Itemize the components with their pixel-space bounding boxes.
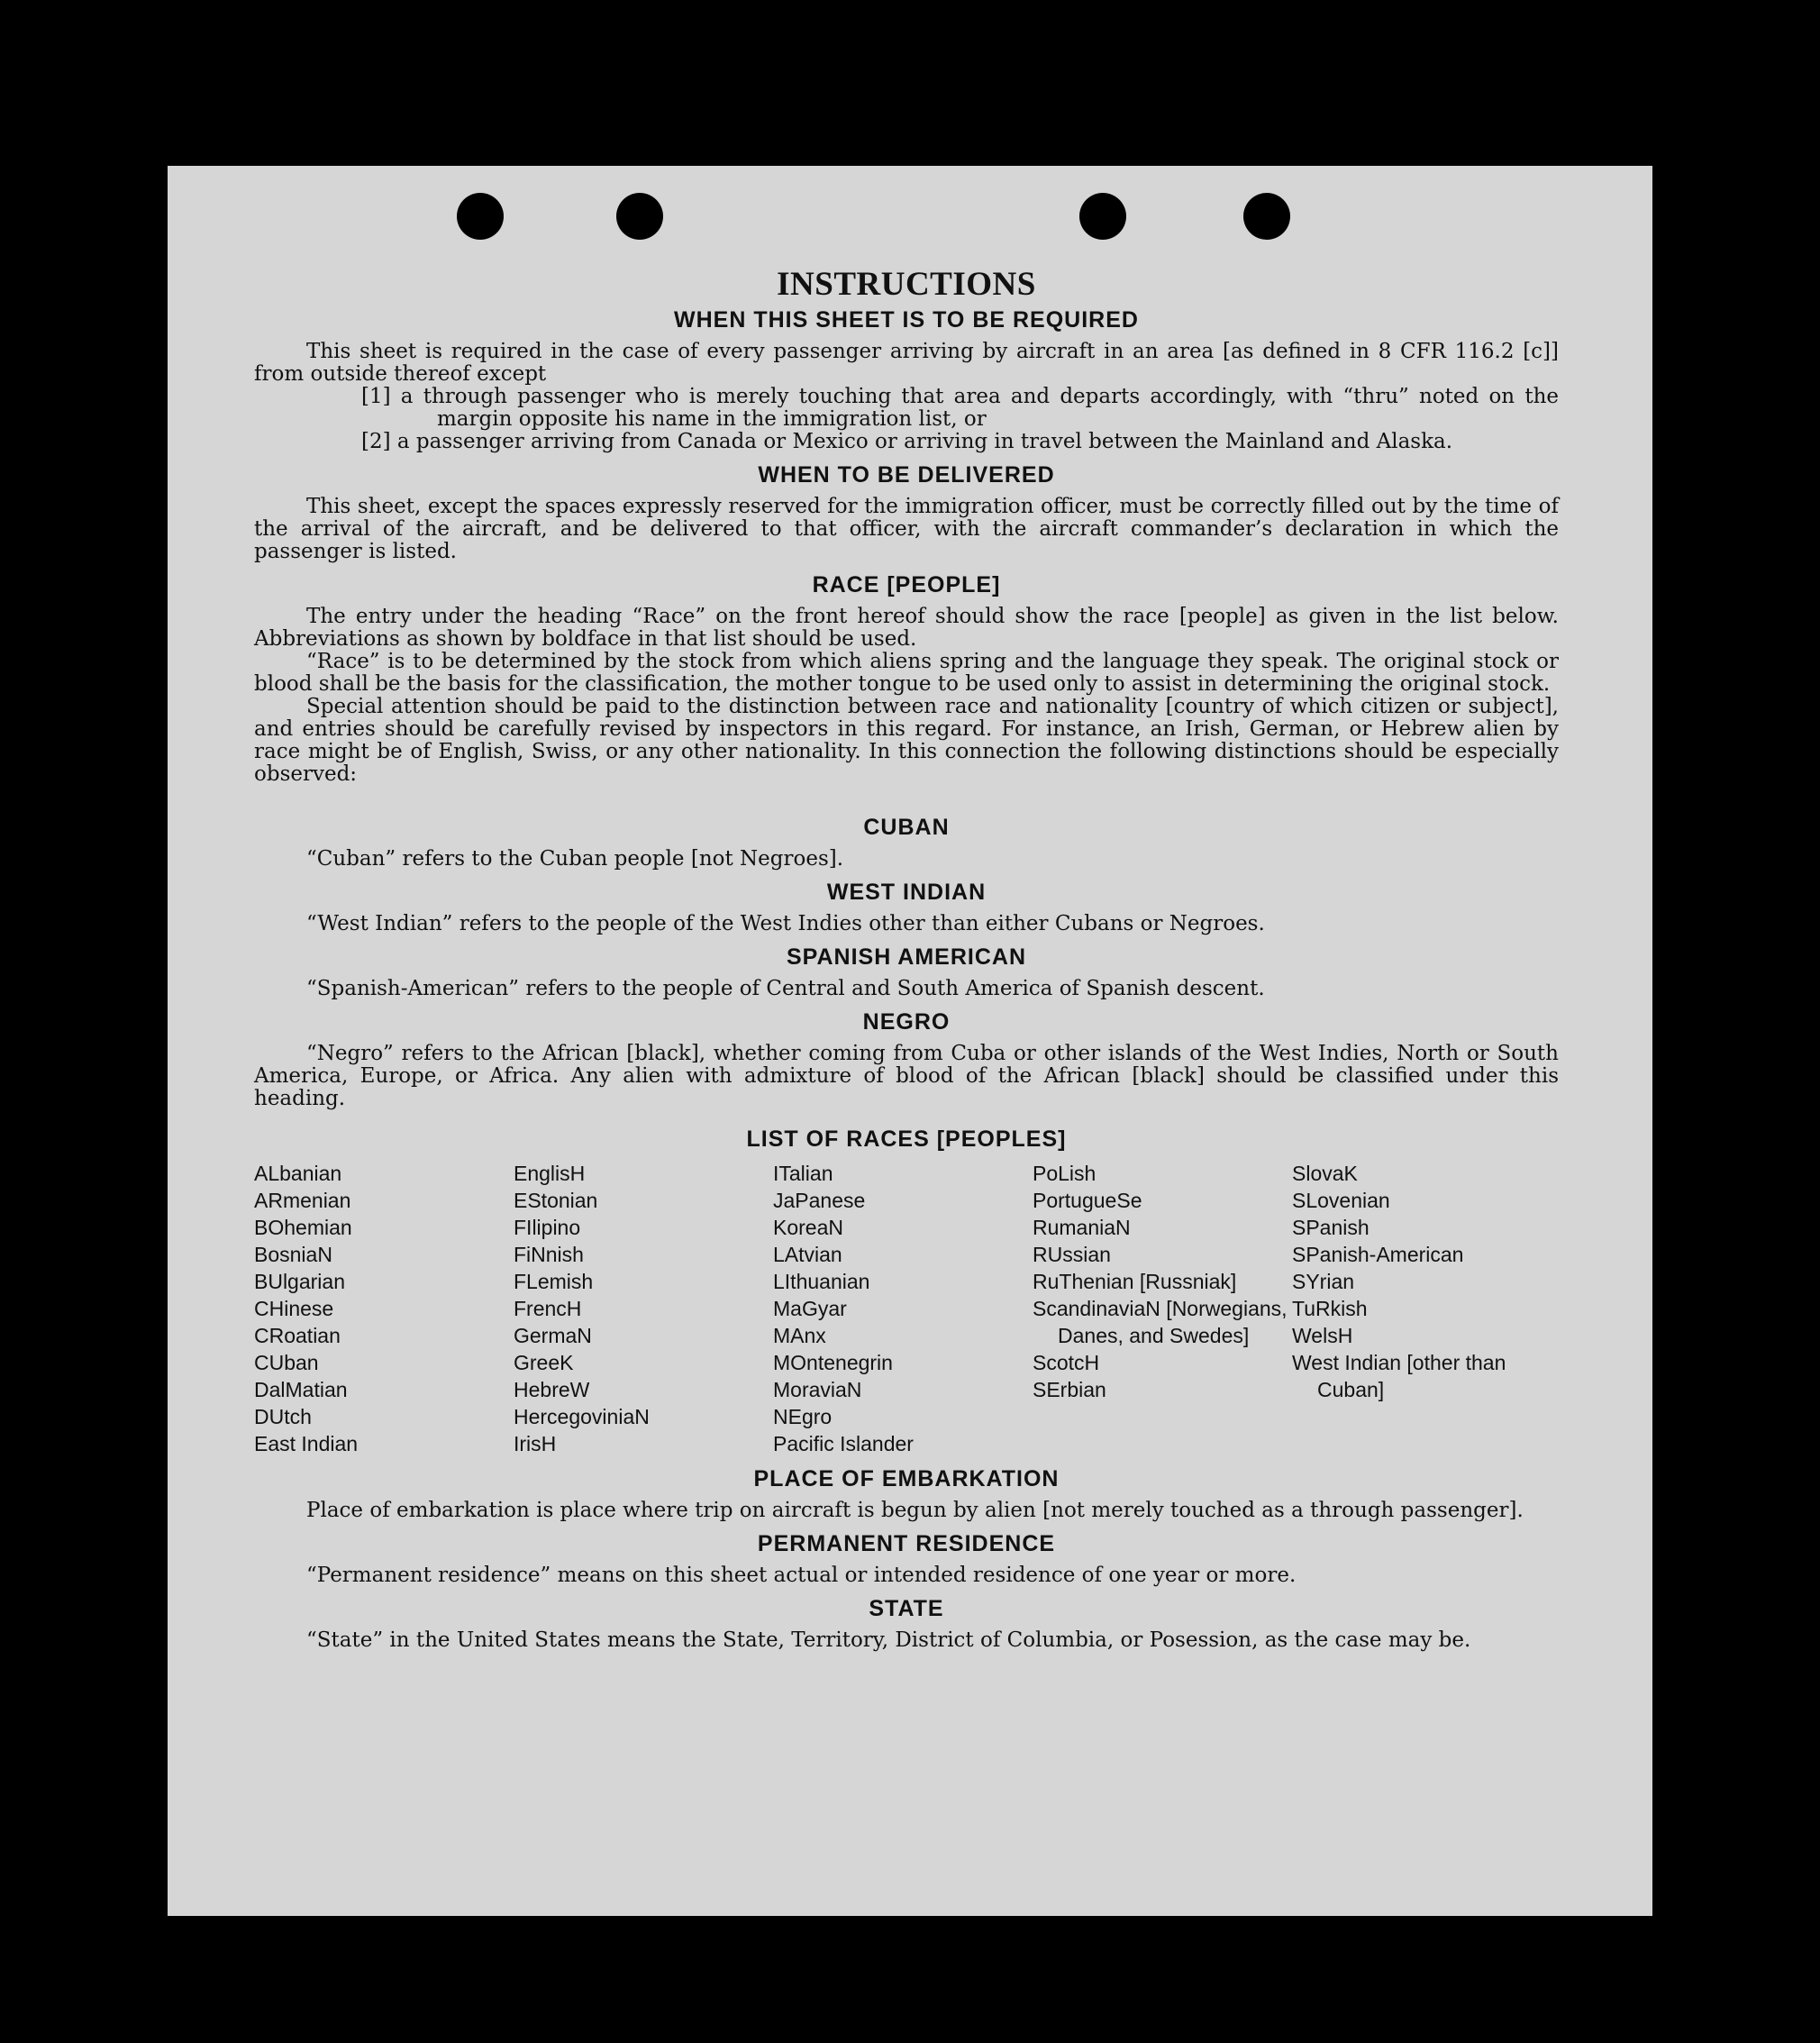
punch-hole [457, 193, 504, 240]
when-required-intro: This sheet is required in the case of every passenger arriving by aircraft in an area [as defined in 8 CFR 116.2 [c]] from outside thereof except [254, 340, 1559, 386]
race-entry: East Indian [254, 1432, 359, 1455]
heading-when-required: WHEN THIS SHEET IS TO BE REQUIRED [674, 307, 1139, 333]
heading-permanent-residence: PERMANENT RESIDENCE [757, 1531, 1056, 1556]
race-entry: SYrian [1292, 1270, 1355, 1293]
state-text: “State” in the United States means the State, Territory, District of Columbia, or Posession, as the case may be. [306, 1628, 1471, 1652]
race-entry: CHinese [254, 1297, 334, 1320]
race-entry: EStonian [514, 1189, 598, 1212]
race-entry: WelsH [1292, 1324, 1353, 1347]
race-paragraph: Special attention should be paid to the distinction between race and nationality [country of which citizen or subject], and entries should be carefully revised by inspectors in this regard. For instance, an Irish, German, or Hebrew alien by race might be of English, Swiss, or any other nationality. In this connection the following distinctions should be especially observed: [254, 695, 1559, 786]
race-entry: LIthuanian [773, 1270, 870, 1293]
heading-list-of-races: LIST OF RACES [PEOPLES] [746, 1126, 1067, 1152]
race-entry: DUtch [254, 1405, 312, 1428]
page-title: INSTRUCTIONS [777, 266, 1036, 303]
race-entry: SErbian [1033, 1378, 1106, 1401]
race-entry: JaPanese [773, 1189, 866, 1212]
punch-hole [1079, 193, 1126, 240]
permanent-residence-text: “Permanent residence” means on this sheet actual or intended residence of one year or more. [306, 1564, 1297, 1587]
race-entry: GermaN [514, 1324, 592, 1347]
race-entry: FIlipino [514, 1216, 581, 1239]
race-entry: DalMatian [254, 1378, 348, 1401]
race-entry: SLovenian [1292, 1189, 1390, 1212]
race-entry: MoraviaN [773, 1378, 862, 1401]
document-sheet [168, 166, 1652, 1916]
race-entry: ScotcH [1033, 1351, 1100, 1374]
race-entry: West Indian [other than Cuban] [1292, 1351, 1506, 1401]
heading-negro: NEGRO [862, 1009, 951, 1035]
heading-race: RACE [PEOPLE] [812, 572, 1001, 597]
negro-text: “Negro” refers to the African [black], whether coming from Cuba or other islands of the West Indies, North or South America, Europe, or Africa. Any alien with admixture of blood of the African [black] should be classified under this heading. [254, 1042, 1559, 1110]
cuban-text: “Cuban” refers to the Cuban people [not Negroes]. [306, 847, 844, 871]
races-column [254, 1160, 514, 1457]
race-entry: BUlgarian [254, 1270, 345, 1293]
race-paragraph: “Race” is to be determined by the stock from which aliens spring and the language they speak. The original stock or blood shall be the basis for the classification, the mother tongue to be used only to assist in determining the original stock. [254, 650, 1559, 696]
race-entry: Pacific Islander [773, 1432, 914, 1455]
races-list [254, 1160, 1559, 1457]
heading-embarkation: PLACE OF EMBARKATION [753, 1466, 1060, 1491]
race-entry: NEgro [773, 1405, 833, 1428]
race-entry: ScandinaviaN [Norwegians, Danes, and Swedes] [1033, 1297, 1288, 1347]
race-entry: CRoatian [254, 1324, 341, 1347]
when-delivered-text: This sheet, except the spaces expressly reserved for the immigration officer, must be correctly filled out by the time of the arrival of the aircraft, and be delivered to that officer, with the aircraft commander’s declaration in which the passenger is listed. [254, 495, 1559, 563]
race-entry: LAtvian [773, 1243, 842, 1266]
heading-when-delivered: WHEN TO BE DELIVERED [758, 462, 1055, 488]
race-entry: MOntenegrin [773, 1351, 893, 1374]
race-entry: SPanish-American [1292, 1243, 1464, 1266]
race-entry: CUban [254, 1351, 319, 1374]
race-entry: SlovaK [1292, 1162, 1358, 1185]
heading-spanish-american: SPANISH AMERICAN [786, 944, 1026, 970]
embarkation-text: Place of embarkation is place where trip on aircraft is begun by alien [not merely touched as a through passenger]. [306, 1499, 1524, 1522]
spanish-american-text: “Spanish-American” refers to the people of Central and South America of Spanish descent. [306, 977, 1265, 1000]
punch-hole [616, 193, 663, 240]
race-entry: IrisH [514, 1432, 557, 1455]
race-entry: GreeK [514, 1351, 574, 1374]
race-entry: RUssian [1033, 1243, 1111, 1266]
race-entry: PoLish [1033, 1162, 1097, 1185]
race-entry: TuRkish [1292, 1297, 1368, 1320]
races-column [773, 1160, 1033, 1457]
heading-west-indian: WEST INDIAN [826, 880, 987, 905]
race-entry: PortugueSe [1033, 1189, 1142, 1212]
race-entry: HercegoviniaN [514, 1405, 650, 1428]
races-column [1033, 1160, 1292, 1457]
race-entry: FiNnish [514, 1243, 584, 1266]
race-entry: FLemish [514, 1270, 594, 1293]
race-entry: BOhemian [254, 1216, 352, 1239]
race-entry: ARmenian [254, 1189, 351, 1212]
races-column [514, 1160, 773, 1457]
heading-state: STATE [869, 1596, 944, 1621]
race-entry: KoreaN [773, 1216, 843, 1239]
race-entry: HebreW [514, 1378, 590, 1401]
race-entry: EnglisH [514, 1162, 586, 1185]
races-column [1292, 1160, 1559, 1457]
when-required-item: [2] a passenger arriving from Canada or Mexico or arriving in travel between the Mainland and Alaska. [361, 430, 1453, 453]
race-entry: RuThenian [Russniak] [1033, 1270, 1237, 1293]
race-paragraph: The entry under the heading “Race” on the front hereof should show the race [people] as given in the list below. Abbreviations as shown by boldface in that list should be used. [254, 605, 1559, 651]
punch-hole [1243, 193, 1290, 240]
race-entry: MaGyar [773, 1297, 847, 1320]
race-entry: ALbanian [254, 1162, 342, 1185]
instructions-content [254, 265, 1559, 1652]
west-indian-text: “West Indian” refers to the people of the West Indies other than either Cubans or Negroes. [306, 912, 1265, 935]
heading-cuban: CUBAN [863, 815, 950, 840]
race-entry: FrencH [514, 1297, 582, 1320]
race-entry: MAnx [773, 1324, 826, 1347]
race-entry: BosniaN [254, 1243, 332, 1266]
race-entry: RumaniaN [1033, 1216, 1131, 1239]
when-required-item: [1] a through passenger who is merely touching that area and departs accordingly, with “thru” noted on the margin opposite his name in the immigration list, or [361, 385, 1559, 431]
race-entry: SPanish [1292, 1216, 1370, 1239]
race-entry: ITalian [773, 1162, 833, 1185]
